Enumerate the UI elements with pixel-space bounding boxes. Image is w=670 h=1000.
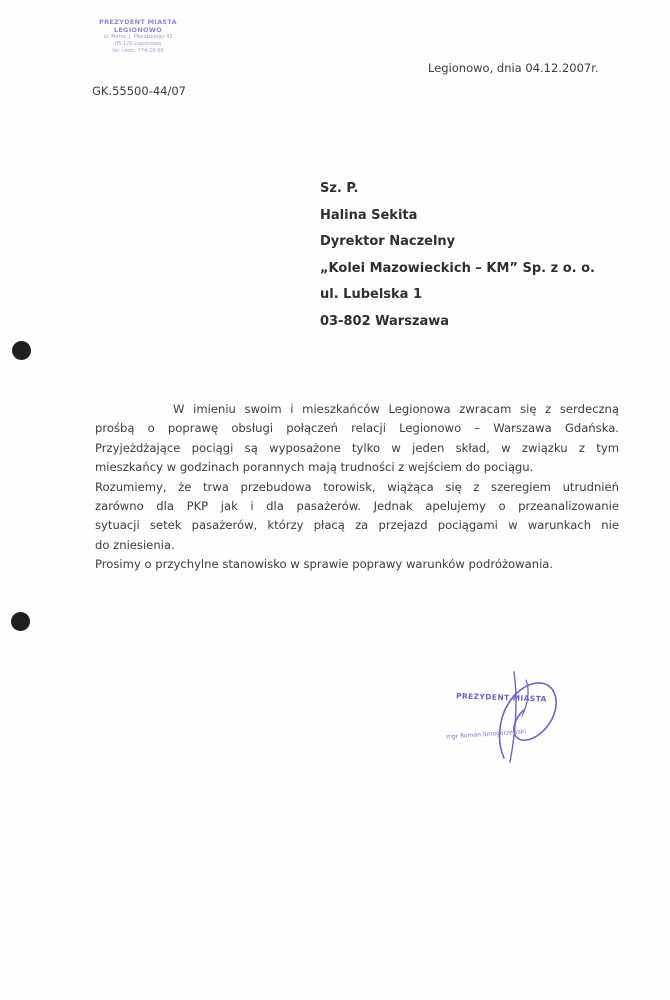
address-company: „Kolei Mazowieckich – KM” Sp. z o. o. [320,260,595,276]
stamp-line-1: PREZYDENT MIASTA [99,18,177,26]
signature-stamp [426,684,586,764]
punch-hole [11,612,30,631]
body-line: W imieniu swoim i mieszkańców Legionowa zwracam się z serdeczną [173,402,619,416]
body-line: mieszkańcy w godzinach porannych mają trudności z wejściem do pociągu. [95,460,534,475]
address-position: Dyrektor Naczelny [320,234,456,249]
recipient-address [320,176,595,335]
body-line: do zniesienia. [95,537,175,552]
body-line: Prosimy o przychylne stanowisko w sprawie poprawy warunków podróżowania. [95,557,554,572]
signature-name: mgr Roman Smogorzewski [445,728,527,741]
stamp-line-5: tel. centr. 774-20-00 [112,48,164,54]
body-line: Rozumiemy, że trwa przebudowa torowisk, wiążąca się z szeregiem utrudnień [95,479,619,494]
body-line: prośbą o poprawę obsługi połączeń relacji Legionowo – Warszawa Gdańska. [95,421,619,436]
address-name: Halina Sekita [320,207,418,223]
body-line: Przyjeżdżające pociągi są wyposażone tylko w jeden skład, w związku z tym [95,440,619,455]
address-salutation: Sz. P. [320,181,359,196]
handwritten-signature [426,660,586,770]
stamp-line-3: ul. Marsz. J. Piłsudskiego 41 [103,34,173,40]
body-line: zarówno dla PKP jak i dla pasażerów. Jednak apelujemy o przeanalizowanie [95,499,619,514]
punch-hole [12,341,31,360]
stamp-line-4: 05-120 Legionowo [114,41,162,47]
office-stamp [78,18,198,55]
letter-body [95,400,619,575]
address-street: ul. Lubelska 1 [320,287,423,302]
address-city: 03-802 Warszawa [320,313,450,329]
signature-title: PREZYDENT MIASTA [455,691,547,704]
stamp-line-2: LEGIONOWO [113,26,163,34]
place-and-date: Legionowo, dnia 04.12.2007r. [428,61,599,75]
reference-number: GK.55500-44/07 [92,84,186,98]
body-line: sytuacji setek pasażerów, którzy płacą za przejazd pociągami w warunkach nie [95,518,619,533]
